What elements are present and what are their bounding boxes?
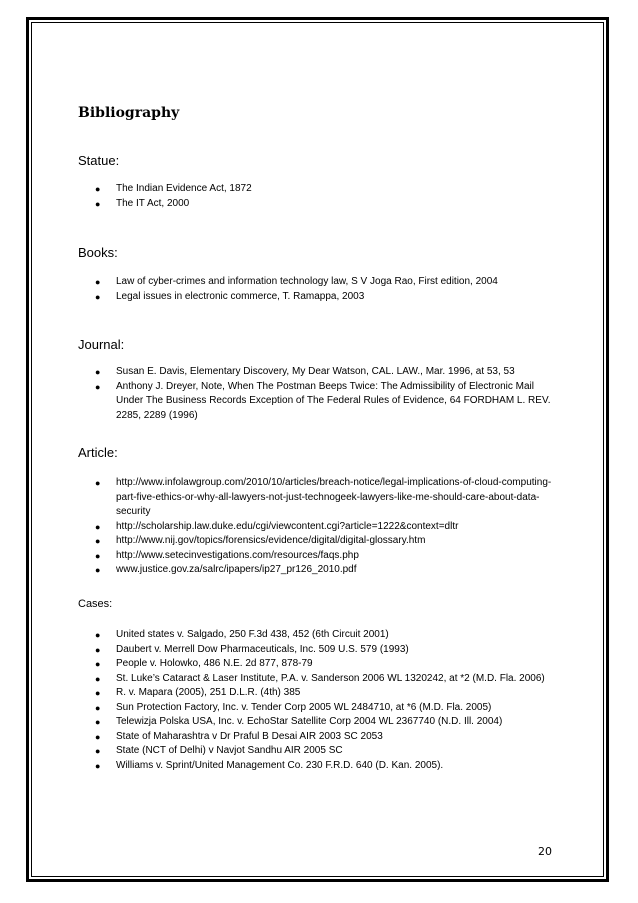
cases-item-text: State (NCT of Delhi) v Navjot Sandhu AIR 2005 SC — [116, 745, 343, 756]
bullet-icon: ● — [95, 659, 101, 669]
article-list-item — [78, 549, 554, 564]
statue-item-text: The IT Act, 2000 — [116, 197, 190, 209]
statue-list — [78, 182, 554, 211]
bullet-icon: ● — [95, 550, 101, 561]
article-list-item — [78, 563, 554, 578]
cases-list-item — [78, 744, 554, 759]
bullet-icon: ● — [95, 184, 101, 194]
cases-item-text: Daubert v. Merrell Dow Pharmaceuticals, Inc. 509 U.S. 579 (1993) — [116, 643, 409, 655]
page-title: Bibliography — [78, 105, 180, 121]
article-list-item — [78, 534, 554, 549]
bullet-icon: ● — [95, 702, 101, 713]
bullet-icon: ● — [95, 644, 101, 655]
cases-item-text: Telewizja Polska USA, Inc. v. EchoStar Satellite Corp 2004 WL 2367740 (N.D. Ill. 2004) — [116, 716, 503, 727]
books-list — [78, 275, 554, 304]
books-list-item — [78, 275, 554, 290]
books-item-text: Legal issues in electronic commerce, T. Ramappa, 2003 — [116, 290, 365, 302]
article-heading: Article: — [78, 445, 118, 460]
bullet-icon: ● — [95, 381, 101, 392]
cases-list-item — [78, 686, 554, 701]
article-item-text: www.justice.gov.za/salrc/ipapers/ip27_pr126_2010.pdf — [116, 564, 357, 575]
statue-heading: Statue: — [78, 153, 120, 168]
journal-list-item — [78, 380, 554, 424]
bullet-icon: ● — [95, 536, 101, 546]
cases-item-text: Sun Protection Factory, Inc. v. Tender Corp 2005 WL 2484710, at *6 (M.D. Fla. 2005) — [116, 701, 492, 713]
books-heading: Books: — [78, 245, 118, 260]
bullet-icon: ● — [95, 367, 101, 377]
journal-list-item — [78, 365, 554, 380]
journal-item-text: Anthony J. Dreyer, Note, When The Postman Beeps Twice: The Admissibility of Electronic Mail Under The Business Records Exception of The Federal Rules of Evidence, 64 FORDHAM L. REV. 2285, 2289 (1996) — [116, 380, 551, 421]
books-list-item — [78, 290, 554, 305]
bullet-icon: ● — [95, 291, 101, 302]
bullet-icon: ● — [95, 478, 101, 488]
article-item-text: http://www.nij.gov/topics/forensics/evidence/digital/digital-glossary.htm — [116, 535, 426, 546]
bullet-icon: ● — [95, 717, 101, 727]
bullet-icon: ● — [95, 277, 101, 287]
article-list-item — [78, 520, 554, 535]
cases-list — [78, 628, 554, 773]
bullet-icon: ● — [95, 630, 101, 640]
cases-list-item — [78, 715, 554, 730]
page-number: 20 — [538, 845, 552, 858]
statue-list-item — [78, 182, 554, 197]
bullet-icon: ● — [95, 521, 101, 532]
article-list — [78, 476, 554, 578]
bullet-icon: ● — [95, 746, 101, 756]
cases-item-text: St. Luke’s Cataract & Laser Institute, P.A. v. Sanderson 2006 WL 1320242, at *2 (M.D. Fla. 2006) — [116, 672, 545, 684]
bullet-icon: ● — [95, 673, 101, 684]
journal-list — [78, 365, 554, 423]
bullet-icon: ● — [95, 565, 101, 575]
bullet-icon: ● — [95, 198, 101, 209]
cases-list-item — [78, 628, 554, 643]
cases-item-text: United states v. Salgado, 250 F.3d 438, 452 (6th Circuit 2001) — [116, 629, 389, 640]
article-list-item — [78, 476, 554, 520]
bullet-icon: ● — [95, 688, 101, 698]
article-item-text: http://scholarship.law.duke.edu/cgi/viewcontent.cgi?article=1222&context=dltr — [116, 520, 459, 532]
journal-item-text: Susan E. Davis, Elementary Discovery, My Dear Watson, CAL. LAW., Mar. 1996, at 53, 53 — [116, 366, 515, 377]
cases-list-item — [78, 643, 554, 658]
bullet-icon: ● — [95, 731, 101, 742]
cases-list-item — [78, 672, 554, 687]
article-item-text: http://www.setecinvestigations.com/resources/faqs.php — [116, 549, 359, 561]
cases-item-text: People v. Holowko, 486 N.E. 2d 877, 878-79 — [116, 658, 313, 669]
cases-item-text: State of Maharashtra v Dr Praful B Desai AIR 2003 SC 2053 — [116, 730, 383, 742]
cases-list-item — [78, 759, 554, 774]
cases-item-text: Williams v. Sprint/United Management Co. 230 F.R.D. 640 (D. Kan. 2005). — [116, 759, 444, 771]
journal-heading: Journal: — [78, 337, 125, 352]
cases-heading: Cases: — [78, 598, 113, 610]
cases-list-item — [78, 701, 554, 716]
article-item-text: http://www.infolawgroup.com/2010/10/articles/breach-notice/legal-implications-of-cloud-computing-part-five-ethics-or-why-all-lawyers-not-just-technogeek-lawyers-like-me-should-care-about-data-security — [116, 477, 552, 517]
statue-item-text: The Indian Evidence Act, 1872 — [116, 183, 252, 194]
books-item-text: Law of cyber-crimes and information technology law, S V Joga Rao, First edition, 2004 — [116, 276, 498, 287]
statue-list-item — [78, 197, 554, 212]
cases-item-text: R. v. Mapara (2005), 251 D.L.R. (4th) 385 — [116, 687, 301, 698]
bullet-icon: ● — [95, 760, 101, 771]
cases-list-item — [78, 657, 554, 672]
cases-list-item — [78, 730, 554, 745]
